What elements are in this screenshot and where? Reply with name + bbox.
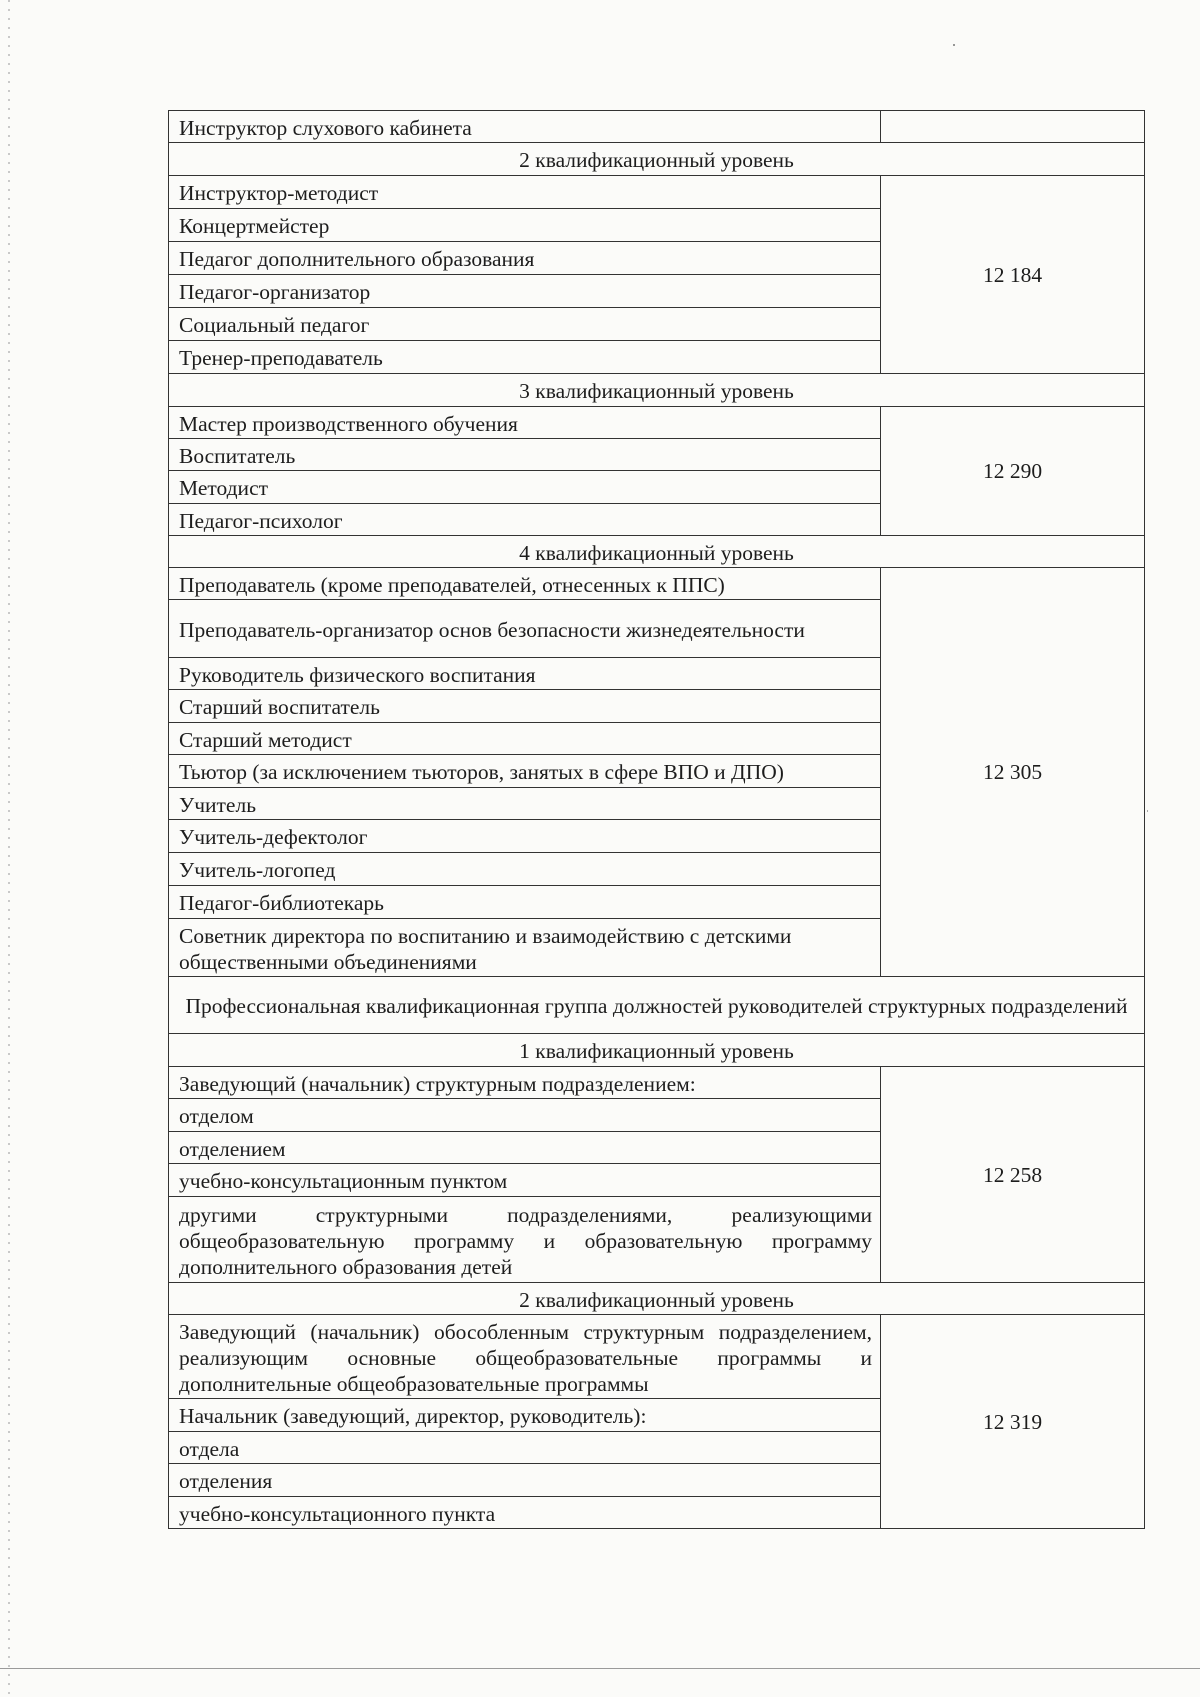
salary-cell: 12 258 [881,1067,1145,1283]
salary-cell [881,111,1145,143]
position-name-cell: Учитель-дефектолог [169,820,881,853]
position-name-cell: учебно-консультационным пунктом [169,1164,881,1197]
position-name-cell: Руководитель физического воспитания [169,658,881,690]
position-name-cell: отдела [169,1432,881,1464]
salary-cell: 12 305 [881,568,1145,977]
group-header-row [169,977,1145,1034]
salary-cell: 12 184 [881,176,1145,374]
table-row [169,407,1145,439]
position-name-cell: Заведующий (начальник) обособленным структурным подразделением, реализующим основные общеобразовательные программы и дополнительные общеобразовательные программы [169,1315,881,1399]
scan-speck [1147,810,1148,812]
position-name-cell: Мастер производственного обучения [169,407,881,439]
position-name-cell: Педагог дополнительного образования [169,242,881,275]
position-name-cell: Воспитатель [169,439,881,471]
position-name-cell: Начальник (заведующий, директор, руководитель): [169,1399,881,1432]
position-name-cell: Преподаватель-организатор основ безопасности жизнедеятельности [169,600,881,658]
position-name-cell: отделом [169,1099,881,1132]
scan-speck [953,44,955,46]
position-name-cell: Советник директора по воспитанию и взаимодействию с детскими общественными объединениями [169,919,881,977]
position-name-cell: Учитель [169,788,881,820]
group-header-row [169,1034,1145,1067]
qualification-level-heading: 3 квалификационный уровень [169,374,1145,407]
group-header-row [169,143,1145,176]
position-name-cell: Тьютор (за исключением тьюторов, занятых в сфере ВПО и ДПО) [169,755,881,788]
qualification-level-heading: 2 квалификационный уровень [169,1283,1145,1315]
salary-table [168,110,1145,1529]
qualification-level-heading: 4 квалификационный уровень [169,536,1145,568]
position-name-cell: учебно-консультационного пункта [169,1497,881,1529]
salary-table-body [169,111,1145,1529]
position-name-cell: Старший методист [169,723,881,755]
position-name-cell: отделением [169,1132,881,1164]
table-row [169,176,1145,209]
position-name-cell: Преподаватель (кроме преподавателей, отнесенных к ППС) [169,568,881,600]
qualification-level-heading: 2 квалификационный уровень [169,143,1145,176]
position-name-cell: отделения [169,1464,881,1497]
position-name-cell: Методист [169,471,881,504]
group-header-row [169,374,1145,407]
position-name-cell: Инструктор-методист [169,176,881,209]
table-row [169,568,1145,600]
position-name-cell: Тренер-преподаватель [169,341,881,374]
salary-cell: 12 290 [881,407,1145,536]
qualification-level-heading: Профессиональная квалификационная группа должностей руководителей структурных подразделений [169,977,1145,1034]
position-name-cell: Учитель-логопед [169,853,881,886]
page-bottom-edge [0,1668,1200,1669]
table-row [169,1315,1145,1399]
position-name-cell: Старший воспитатель [169,690,881,723]
salary-cell: 12 319 [881,1315,1145,1529]
table-row [169,1067,1145,1099]
table-row [169,111,1145,143]
scan-edge-dots [8,0,10,1697]
group-header-row [169,536,1145,568]
position-name-cell: Педагог-психолог [169,504,881,536]
position-name-cell: Концертмейстер [169,209,881,242]
position-name-cell: Социальный педагог [169,308,881,341]
group-header-row [169,1283,1145,1315]
position-name-cell: Педагог-библиотекарь [169,886,881,919]
qualification-level-heading: 1 квалификационный уровень [169,1034,1145,1067]
position-name-cell: Заведующий (начальник) структурным подразделением: [169,1067,881,1099]
position-name-cell: Инструктор слухового кабинета [169,111,881,143]
position-name-cell: Педагог-организатор [169,275,881,308]
position-name-cell: другими структурными подразделениями, реализующими общеобразовательную программу и образовательную программу дополнительного образования детей [169,1197,881,1283]
